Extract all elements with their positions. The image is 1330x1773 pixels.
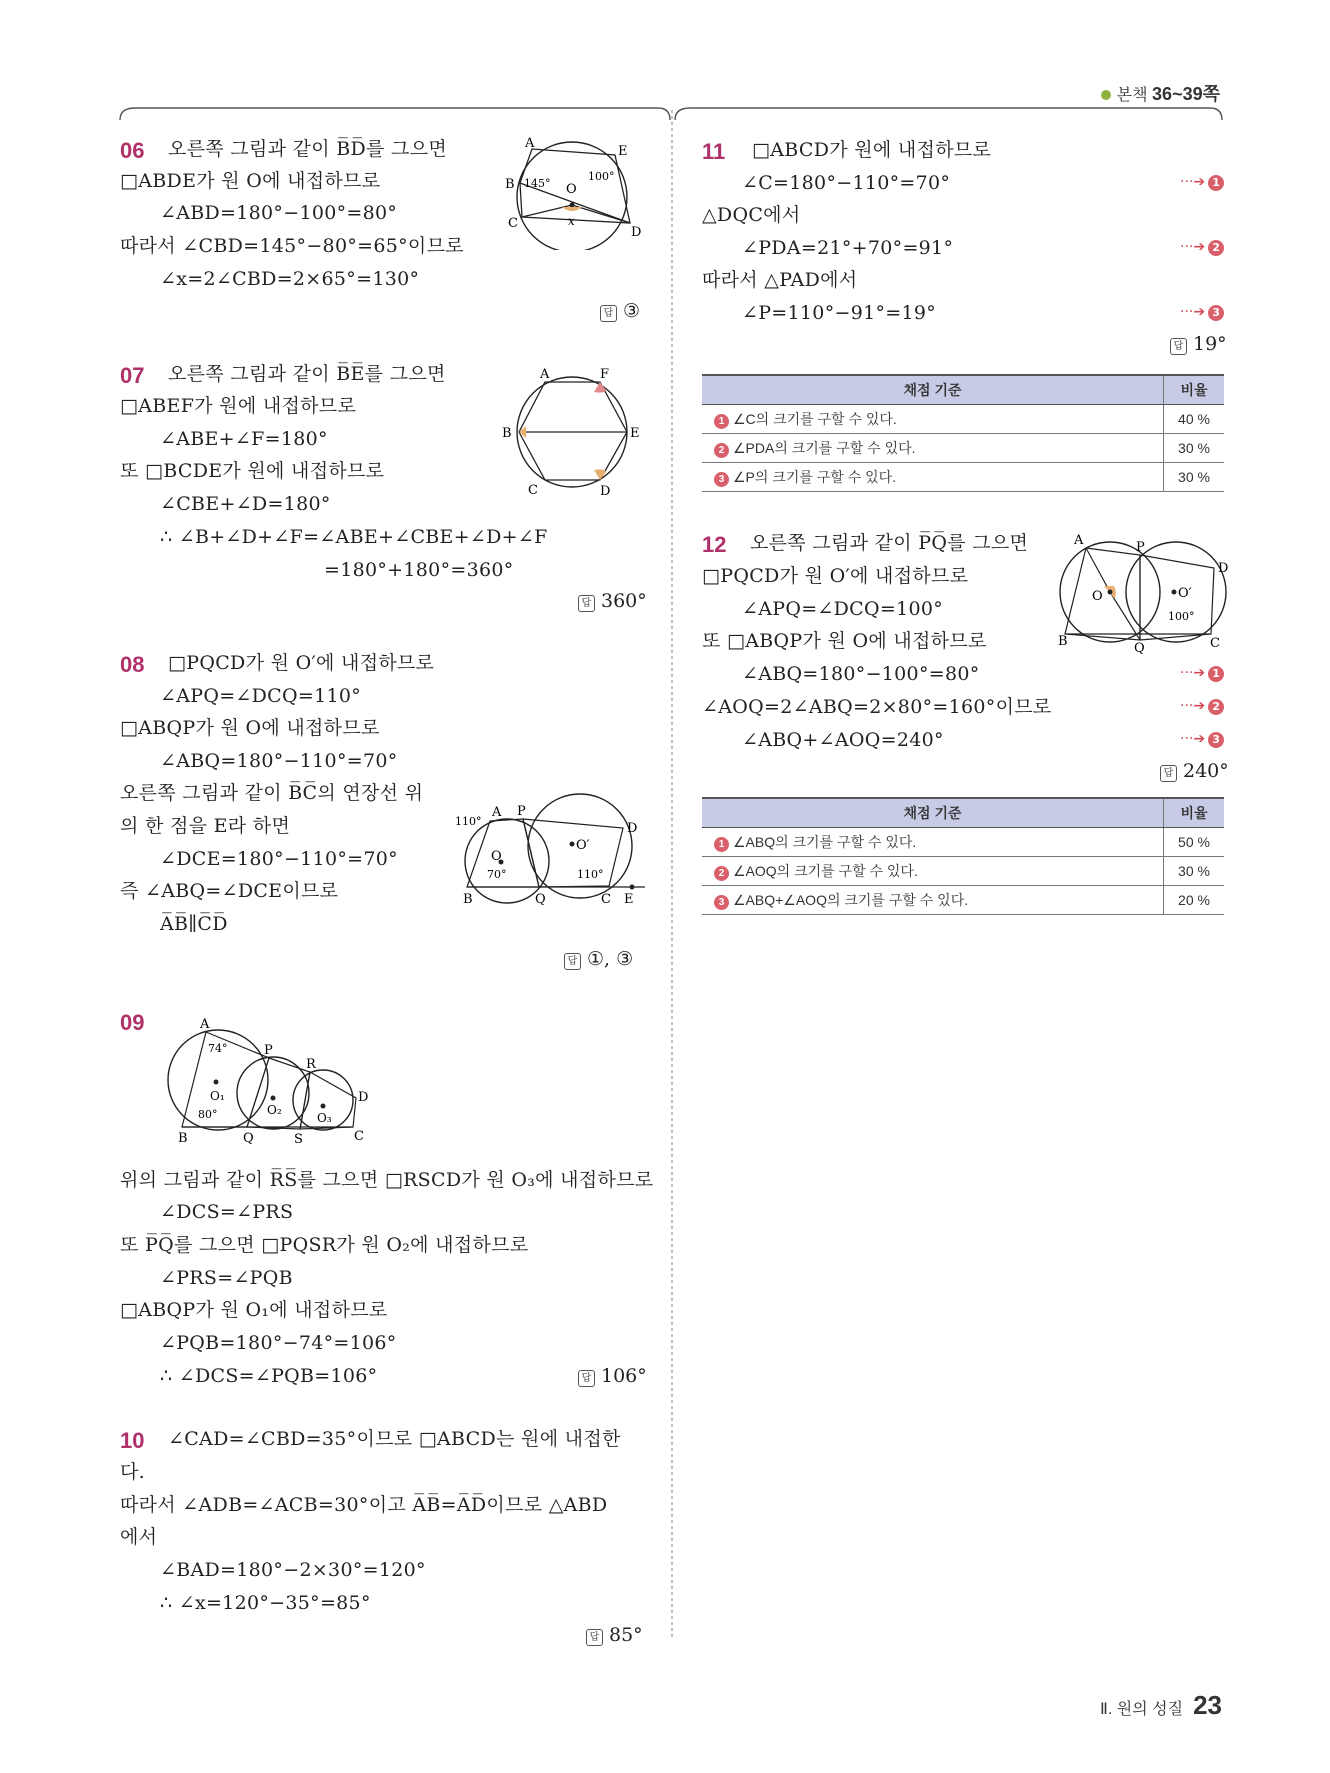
grading-table [702,374,1224,492]
answer: 답 106° [578,1365,647,1387]
text-line: ∴ ∠B+∠D+∠F=∠ABE+∠CBE+∠D+∠F [160,526,548,548]
step-marker: ···➔ 3 [1180,304,1224,321]
step-marker: ···➔ 3 [1180,731,1224,748]
text-line: ∠ABQ=180°−110°=70° [160,750,398,772]
table-header: 채점 기준 [702,375,1164,405]
label-A: A [525,136,535,151]
problem-number: 09 [120,1010,145,1035]
text-line: 따라서 △PAD에서 [702,269,858,291]
label-D: D [600,484,611,499]
step-marker: ···➔ 1 [1180,665,1224,682]
text-line: □ABDE가 원 O에 내접하므로 [120,170,381,192]
text-line: □PQCD가 원 O′에 내접하므로 [168,652,435,674]
text-line: A̅B̅∥C̅D̅ [160,913,228,935]
label-O-prime: O′ [576,838,590,853]
step-marker: ···➔ 2 [1180,698,1224,715]
text-line: ∠PRS=∠PQB [160,1267,293,1289]
angle-74: 74° [208,1042,228,1055]
text-line: 오른쪽 그림과 같이 B̅D̅를 그으면 [168,138,448,160]
table-row: 3 ∠ABQ+∠AOQ의 크기를 구할 수 있다. 20 % [702,886,1224,915]
text-line: ∠DCE=180°−110°=70° [160,848,398,870]
table-row: 3 ∠P의 크기를 구할 수 있다. 30 % [702,463,1224,492]
table-header: 채점 기준 [702,798,1164,828]
step-number-icon: 2 [714,443,729,458]
answer: 답 360° [578,590,647,612]
text-line: 오른쪽 그림과 같이 B̅E̅를 그으면 [168,363,446,385]
text-line: ∠APQ=∠DCQ=110° [160,685,362,707]
label-O: O [1092,589,1103,604]
angle-100: 100° [588,170,615,183]
table-header: 비율 [1164,375,1225,405]
label-B: B [463,892,473,907]
text-line: ∠PDA=21°+70°=91° [742,237,954,259]
text-line: ∠CBE+∠D=180° [160,493,331,515]
label-B: B [1058,634,1068,649]
table-header: 비율 [1164,798,1225,828]
step-number-icon: 3 [714,472,729,487]
text-line: 오른쪽 그림과 같이 B̅C̅의 연장선 위 [120,782,424,804]
label-Q: Q [535,892,546,907]
label-A: A [492,805,502,820]
figure-09 [160,1010,380,1145]
text-line: 또 □ABQP가 원 O에 내접하므로 [702,630,987,652]
text-line: 또 □BCDE가 원에 내접하므로 [120,460,385,482]
text-line: ∠ABE+∠F=180° [160,428,328,450]
label-P: P [264,1043,273,1058]
text-line: ∠DCS=∠PRS [160,1201,294,1223]
text-line: ∠APQ=∠DCQ=100° [742,598,944,620]
grading-table [702,797,1224,915]
page-footer: Ⅱ. 원의 성질 23 [1100,1690,1222,1720]
answer-icon: 답 [1160,765,1177,782]
angle-110b: 110° [577,868,604,881]
problem-number: 06 [120,138,145,163]
label-O: O [566,182,577,197]
label-C: C [1210,636,1220,651]
label-O3: O₃ [317,1111,332,1125]
label-B: B [502,426,512,441]
answer-icon: 답 [600,305,617,322]
page-number: 23 [1193,1690,1222,1720]
label-R: R [306,1057,316,1072]
problem-number: 08 [120,652,145,677]
table-row: 2 ∠PDA의 크기를 구할 수 있다. 30 % [702,434,1224,463]
label-A: A [200,1017,210,1032]
step-number-icon: 1 [714,414,729,429]
text-line: 따라서 ∠ADB=∠ACB=30°이고 A̅B̅=A̅D̅이므로 △ABD [120,1494,608,1516]
answer: 답 19° [1170,333,1227,355]
answer-icon: 답 [564,953,581,970]
label-A: A [1074,533,1084,548]
text-line: ∴ ∠DCS=∠PQB=106° [160,1365,378,1387]
label-P: P [1136,540,1145,555]
text-line: ∠PQB=180°−74°=106° [160,1332,397,1354]
label-Q: Q [243,1131,254,1145]
label-x: x [568,214,575,228]
answer: 답 85° [586,1624,643,1646]
answer-icon: 답 [1170,338,1187,355]
text-line: □ABEF가 원에 내접하므로 [120,395,357,417]
label-O1: O₁ [210,1089,225,1103]
problem-number: 11 [702,139,726,164]
text-line: □PQCD가 원 O′에 내접하므로 [702,565,969,587]
label-C: C [508,216,518,231]
text-line: □ABCD가 원에 내접하므로 [752,139,992,161]
text-line: =180°+180°=360° [324,559,514,581]
label-O-prime: O′ [1178,586,1192,601]
figure-08 [455,786,655,908]
label-C: C [528,483,538,498]
text-line: 위의 그림과 같이 R̅S̅를 그으면 □RSCD가 원 O₃에 내접하므로 [120,1169,654,1191]
label-D: D [631,225,642,240]
answer: 답 240° [1160,760,1229,782]
label-Q: Q [1134,641,1145,655]
text-line: ∠BAD=180°−2×30°=120° [160,1559,426,1581]
angle-110a: 110° [455,815,482,828]
problem-number: 12 [702,532,727,557]
step-number-icon: 3 [714,895,729,910]
label-C: C [601,892,611,907]
text-line: ∠CAD=∠CBD=35°이므로 □ABCD는 원에 내접한 [168,1428,621,1450]
label-P: P [517,804,526,819]
text-line: △DQC에서 [702,204,801,226]
text-line: 오른쪽 그림과 같이 P̅Q̅를 그으면 [750,532,1029,554]
text-line: ∠x=2∠CBD=2×65°=130° [160,268,420,290]
angle-100: 100° [1168,610,1195,623]
step-marker: ···➔ 2 [1180,239,1224,256]
page-reference: 본책 36~39쪽 [1101,80,1220,106]
text-line: ∠P=110°−91°=19° [742,302,937,324]
angle-80: 80° [198,1108,218,1121]
text-line: 다. [120,1461,145,1483]
step-number-icon: 2 [714,866,729,881]
text-line: ∠ABQ+∠AOQ=240° [742,729,944,751]
answer-icon: 답 [586,1629,603,1646]
label-B: B [178,1131,188,1145]
label-S: S [294,1132,303,1145]
text-line: 또 P̅Q̅를 그으면 □PQSR가 원 O₂에 내접하므로 [120,1234,529,1256]
label-D: D [627,821,638,836]
text-line: 즉 ∠ABQ=∠DCE이므로 [120,880,339,902]
label-F: F [600,367,610,382]
figure-06 [500,135,650,250]
label-E: E [630,426,640,441]
label-O: O [491,849,502,864]
answer: 답 ③ [600,300,640,322]
table-row: 1 ∠C의 크기를 구할 수 있다. 40 % [702,405,1224,434]
table-row: 1 ∠ABQ의 크기를 구할 수 있다. 50 % [702,828,1224,857]
text-line: ∠AOQ=2∠ABQ=2×80°=160°이므로 [702,696,1052,718]
text-line: □ABQP가 원 O₁에 내접하므로 [120,1299,388,1321]
angle-70: 70° [487,868,507,881]
text-line: 따라서 ∠CBD=145°−80°=65°이므로 [120,235,464,257]
answer: 답 ①, ③ [564,948,633,970]
label-C: C [354,1129,364,1144]
figure-12 [1048,530,1238,655]
problem-number: 10 [120,1428,145,1453]
step-number-icon: 1 [714,837,729,852]
text-line: ∴ ∠x=120°−35°=85° [160,1592,371,1614]
text-line: 의 한 점을 E라 하면 [120,815,291,837]
table-row: 2 ∠AOQ의 크기를 구할 수 있다. 30 % [702,857,1224,886]
text-line: ∠ABD=180°−100°=80° [160,202,398,224]
label-D: D [1218,561,1229,576]
bullet-dot-icon [1101,90,1111,100]
text-line: 에서 [120,1526,158,1548]
step-marker: ···➔ 1 [1180,174,1224,191]
text-line: □ABQP가 원 O에 내접하므로 [120,717,380,739]
problem-number: 07 [120,363,145,388]
label-D: D [358,1090,369,1105]
angle-145: 145° [524,177,551,190]
text-line: ∠ABQ=180°−100°=80° [742,663,980,685]
answer-icon: 답 [578,595,595,612]
figure-07 [500,364,650,499]
label-O2: O₂ [267,1103,282,1117]
label-B: B [505,177,515,192]
answer-icon: 답 [578,1370,595,1387]
label-E: E [624,892,634,907]
label-A: A [540,367,550,382]
text-line: ∠C=180°−110°=70° [742,172,951,194]
label-E: E [618,144,628,159]
